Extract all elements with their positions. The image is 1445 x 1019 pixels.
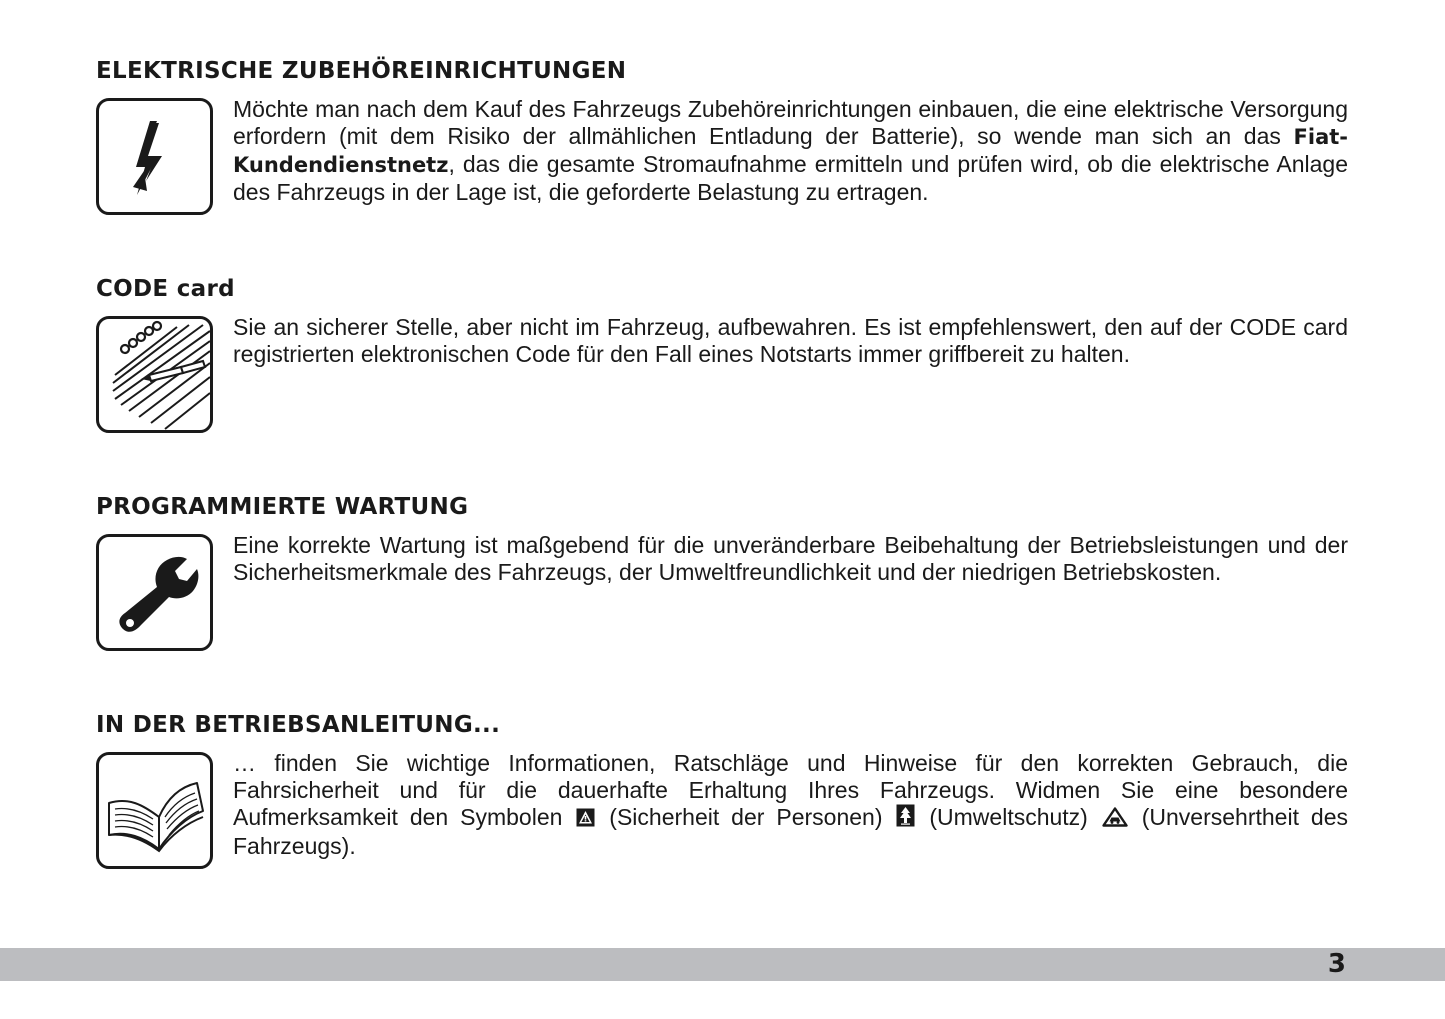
paragraph-text-part: (Unversehrtheit des Fahrzeugs). xyxy=(233,804,1348,859)
heading-owner-manual: IN DER BETRIEBSANLEITUNG... xyxy=(96,712,501,738)
paragraph-text-part: Möchte man nach dem Kauf des Fahrzeugs Zubehöreinrichtungen einbauen, die eine elektrische Versorgung erfordern (mit dem Risiko der allmählichen Entladung der Batterie), so wende man sich an das xyxy=(233,96,1348,149)
open-book-icon xyxy=(96,752,213,869)
environment-icon xyxy=(896,804,915,833)
fiat-service-network-bold: Fiat-Kundendienstnetz xyxy=(233,125,1348,177)
paragraph-electric-accessories xyxy=(233,96,1348,206)
paragraph-text-part: , das die gesamte Stromaufnahme ermitteln und prüfen wird, ob die elektrische Anlage des Fahrzeugs in der Lage ist, die geforderte Belastung zu ertragen. xyxy=(233,151,1348,205)
heading-scheduled-maintenance: PROGRAMMIERTE WARTUNG xyxy=(96,494,469,520)
vehicle-integrity-icon xyxy=(1102,806,1128,833)
footer-bar xyxy=(0,948,1445,981)
wrench-icon xyxy=(96,534,213,651)
paragraph-code-card: Sie an sicherer Stelle, aber nicht im Fahrzeug, aufbewahren. Es ist empfehlenswert, den auf der CODE card registrierten elektronischen Code für den Fall eines Notstarts immer griffbereit zu halten. xyxy=(233,314,1348,367)
paragraph-owner-manual xyxy=(233,750,1348,860)
page-number: 3 xyxy=(1327,949,1346,979)
heading-code-card: CODE card xyxy=(96,276,235,302)
heading-electric-accessories: ELEKTRISCHE ZUBEHÖREINRICHTUNGEN xyxy=(96,58,627,84)
lightning-bolt-icon xyxy=(96,98,213,215)
paragraph-text-part: (Umweltschutz) xyxy=(917,804,1100,830)
person-safety-icon xyxy=(576,806,595,833)
paragraph-text-part: (Sicherheit der Personen) xyxy=(597,804,895,830)
paragraph-scheduled-maintenance: Eine korrekte Wartung ist maßgebend für die unveränderbare Beibehaltung der Betriebsleistungen und der Sicherheitsmerkmale des Fahrzeugs, der Umweltfreundlichkeit und der niedrigen Betriebskosten. xyxy=(233,532,1348,585)
notepad-pencil-icon xyxy=(96,316,213,433)
paragraph-text-part: … finden Sie wichtige Informationen, Ratschläge und Hinweise für den korrekten Gebrauch, die Fahrsicherheit und für die dauerhafte Erhaltung Ihres Fahrzeugs. Widmen Sie eine besondere Aufmerksamkeit den Symbolen xyxy=(233,750,1348,830)
